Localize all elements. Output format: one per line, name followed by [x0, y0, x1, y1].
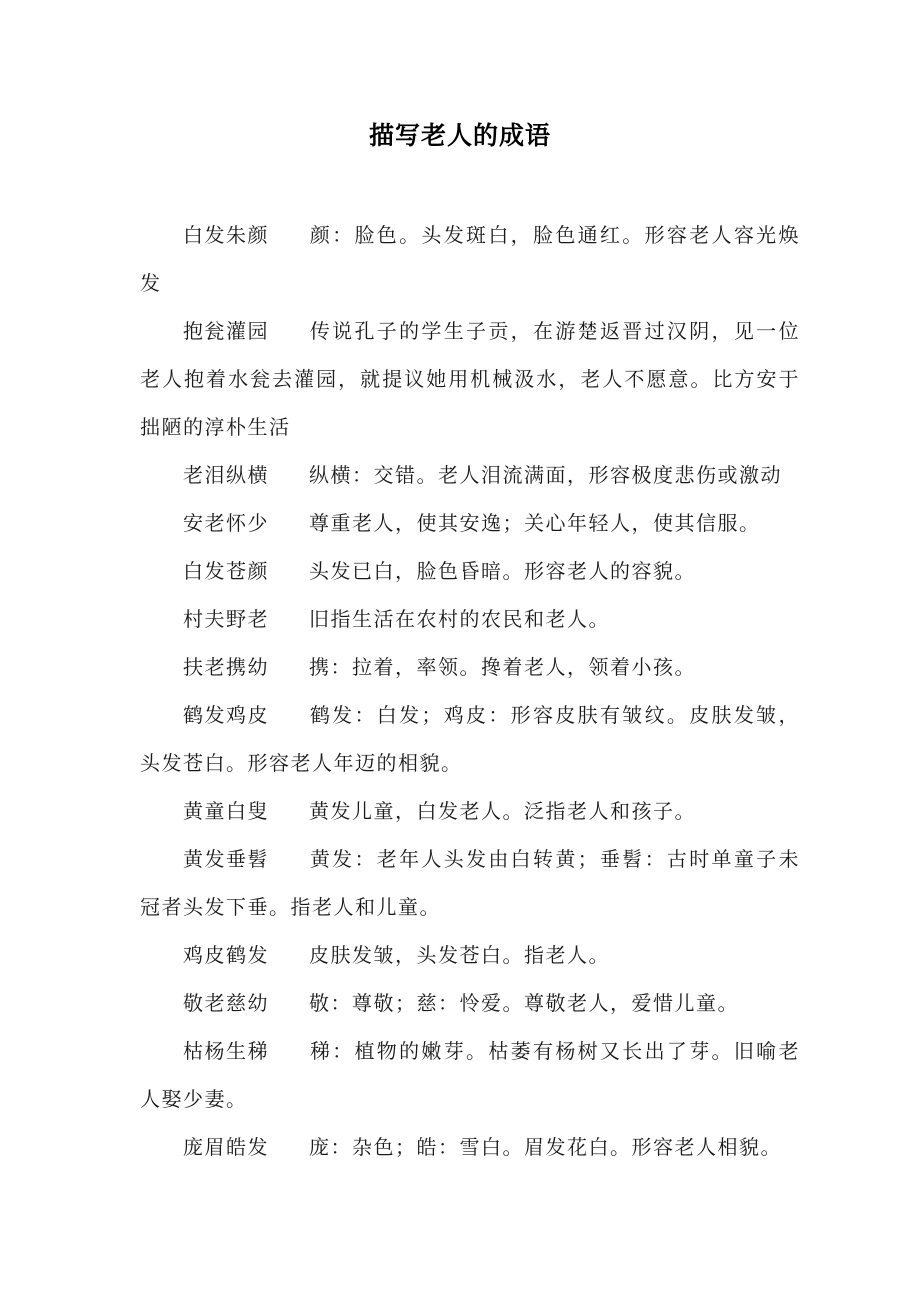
- idiom-entry: [140, 931, 800, 979]
- idiom-entry: [140, 547, 800, 595]
- idiom-term: 村夫野老: [183, 607, 269, 631]
- idiom-definition: 庞：杂色；皓：雪白。眉发花白。形容老人相貌。: [309, 1135, 782, 1159]
- document-title: 描写老人的成语: [368, 121, 551, 150]
- idiom-definition: 黄发儿童，白发老人。泛指老人和孩子。: [309, 799, 696, 823]
- idiom-term: 枯杨生稊: [183, 1039, 269, 1063]
- idiom-definition: 稊：植物的嫩芽。枯萎有杨树又长出了芽。旧喻老人娶少妻。: [140, 1039, 800, 1111]
- idiom-definition: 黄发：老年人头发由白转黄；垂髫：古时单童子未冠者头发下垂。指老人和儿童。: [140, 847, 800, 919]
- idiom-definition: 颜：脸色。头发斑白，脸色通红。形容老人容光焕发: [140, 223, 800, 295]
- idiom-definition: 头发已白，脸色昏暗。形容老人的容貌。: [309, 559, 696, 583]
- idiom-entry: [140, 1027, 800, 1123]
- idiom-entry: [140, 499, 800, 547]
- idiom-term: 黄童白叟: [183, 799, 269, 823]
- idiom-definition: 尊重老人，使其安逸；关心年轻人，使其信服。: [309, 511, 761, 535]
- idiom-definition: 旧指生活在农村的农民和老人。: [309, 607, 610, 631]
- idiom-list: [140, 211, 800, 1171]
- idiom-entry: [140, 787, 800, 835]
- idiom-entry: [140, 1123, 800, 1171]
- idiom-entry: [140, 211, 800, 307]
- idiom-entry: [140, 307, 800, 451]
- idiom-term: 鹤发鸡皮: [183, 703, 269, 727]
- idiom-term: 白发朱颜: [183, 223, 269, 247]
- idiom-definition: 传说孔子的学生子贡，在游楚返晋过汉阴，见一位老人抱着水瓮去灌园，就提议她用机械汲水，老人不愿意。比方安于拙陋的淳朴生活: [140, 319, 800, 439]
- idiom-term: 安老怀少: [183, 511, 269, 535]
- idiom-entry: [140, 979, 800, 1027]
- idiom-term: 白发苍颜: [183, 559, 269, 583]
- idiom-term: 黄发垂髫: [183, 847, 269, 871]
- idiom-definition: 鹤发：白发；鸡皮：形容皮肤有皱纹。皮肤发皱，头发苍白。形容老人年迈的相貌。: [140, 703, 800, 775]
- idiom-term: 鸡皮鹤发: [183, 943, 269, 967]
- idiom-term: 庞眉皓发: [183, 1135, 269, 1159]
- idiom-definition: 皮肤发皱，头发苍白。指老人。: [309, 943, 610, 967]
- idiom-entry: [140, 835, 800, 931]
- idiom-term: 敬老慈幼: [183, 991, 269, 1015]
- idiom-definition: 携：拉着，率领。搀着老人，领着小孩。: [309, 655, 696, 679]
- idiom-entry: [140, 691, 800, 787]
- idiom-entry: [140, 595, 800, 643]
- idiom-term: 老泪纵横: [183, 463, 269, 487]
- idiom-definition: 敬：尊敬；慈：怜爱。尊敬老人，爱惜儿童。: [309, 991, 739, 1015]
- idiom-entry: [140, 643, 800, 691]
- idiom-term: 扶老携幼: [183, 655, 269, 679]
- idiom-entry: [140, 451, 800, 499]
- idiom-term: 抱瓮灌园: [183, 319, 269, 343]
- idiom-definition: 纵横：交错。老人泪流满面，形容极度悲伤或激动: [309, 463, 782, 487]
